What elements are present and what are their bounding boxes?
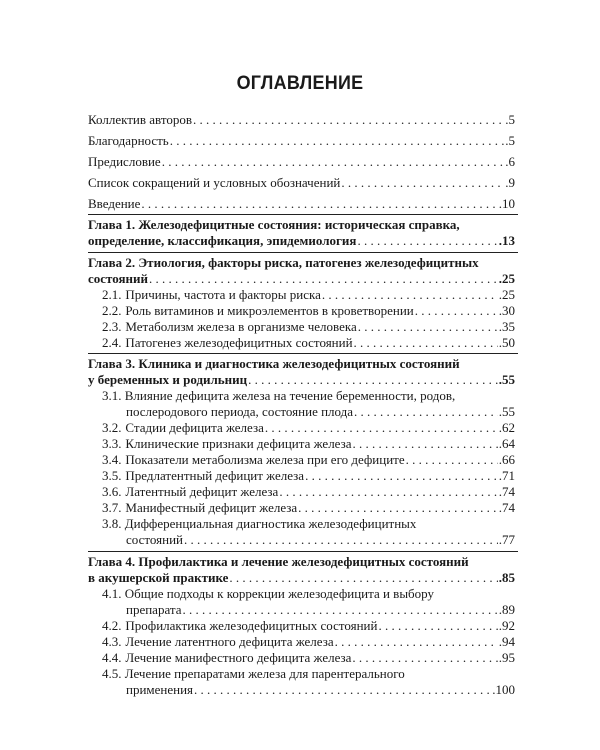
divider xyxy=(88,214,518,215)
toc-entry-3-2[interactable]: 3.2. Стадии дефицита железа . . . .62 xyxy=(102,420,515,436)
chapter-2-title-line2[interactable]: состояний . . . .25 xyxy=(88,271,515,287)
toc-entry-4-1-line1[interactable]: 4.1. Общие подходы к коррекции железодефицита и выбору xyxy=(102,586,434,601)
toc-entry-4-5-line2[interactable]: применения . . . .100 xyxy=(126,682,515,698)
chapter-4-title-line2[interactable]: в акушерской практике . . . .85 xyxy=(88,570,515,586)
toc-entry-2-1[interactable]: 2.1. Причины, частота и факторы риска . . . .25 xyxy=(102,287,515,303)
toc-entry-introduction[interactable]: Введение . . . .10 xyxy=(88,196,515,212)
toc-entry-acknowledgements[interactable]: Благодарность . . . .5 xyxy=(88,133,515,149)
toc-entry-authors[interactable]: Коллектив авторов . . . .5 xyxy=(88,112,515,128)
toc-entry-3-8-line1[interactable]: 3.8. Дифференциальная диагностика железодефицитных xyxy=(102,516,417,531)
toc-entry-3-3[interactable]: 3.3. Клинические признаки дефицита железа . . . .64 xyxy=(102,436,515,452)
chapter-3-title-line1[interactable]: Глава 3. Клиника и диагностика железодефицитных состояний xyxy=(88,356,460,371)
page-title: ОГЛАВЛЕНИЕ xyxy=(236,72,364,94)
toc-entry-3-5[interactable]: 3.5. Предлатентный дефицит железа . . . .71 xyxy=(102,468,515,484)
toc-entry-4-4[interactable]: 4.4. Лечение манифестного дефицита железа . . . .95 xyxy=(102,650,515,666)
chapter-3-title-line2[interactable]: у беременных и родильниц . . . .55 xyxy=(88,372,515,388)
toc-entry-4-5-line1[interactable]: 4.5. Лечение препаратами железа для парентерального xyxy=(102,666,405,681)
toc-entry-3-4[interactable]: 3.4. Показатели метаболизма железа при его дефиците . . . .66 xyxy=(102,452,515,468)
chapter-1-title-line1[interactable]: Глава 1. Железодефицитные состояния: историческая справка, xyxy=(88,217,460,232)
toc-entry-2-2[interactable]: 2.2. Роль витаминов и микроэлементов в кроветворении . . . .30 xyxy=(102,303,515,319)
divider xyxy=(88,252,518,253)
toc-entry-4-2[interactable]: 4.2. Профилактика железодефицитных состояний . . . .92 xyxy=(102,618,515,634)
toc-entry-abbreviations[interactable]: Список сокращений и условных обозначений . . . .9 xyxy=(88,175,515,191)
chapter-4-title-line1[interactable]: Глава 4. Профилактика и лечение железодефицитных состояний xyxy=(88,554,469,569)
toc-entry-3-7[interactable]: 3.7. Манифестный дефицит железа . . . .74 xyxy=(102,500,515,516)
toc-entry-2-4[interactable]: 2.4. Патогенез железодефицитных состояний . . . .50 xyxy=(102,335,515,351)
toc-entry-4-1-line2[interactable]: препарата . . . .89 xyxy=(126,602,515,618)
toc-entry-2-3[interactable]: 2.3. Метаболизм железа в организме человека . . . .35 xyxy=(102,319,515,335)
divider xyxy=(88,551,518,552)
chapter-2-title-line1[interactable]: Глава 2. Этиология, факторы риска, патогенез железодефицитных xyxy=(88,255,479,270)
toc-entry-preface[interactable]: Предисловие . . . .6 xyxy=(88,154,515,170)
toc-entry-4-3[interactable]: 4.3. Лечение латентного дефицита железа . . . .94 xyxy=(102,634,515,650)
chapter-1-title-line2[interactable]: определение, классификация, эпидемиология . . . .13 xyxy=(88,233,515,249)
toc-entry-3-1-line2[interactable]: послеродового периода, состояние плода . . . .55 xyxy=(126,404,515,420)
toc-entry-3-1-line1[interactable]: 3.1. Влияние дефицита железа на течение беременности, родов, xyxy=(102,388,456,403)
toc-entry-3-8-line2[interactable]: состояний . . . .77 xyxy=(126,532,515,548)
toc-entry-3-6[interactable]: 3.6. Латентный дефицит железа . . . .74 xyxy=(102,484,515,500)
divider xyxy=(88,353,518,354)
